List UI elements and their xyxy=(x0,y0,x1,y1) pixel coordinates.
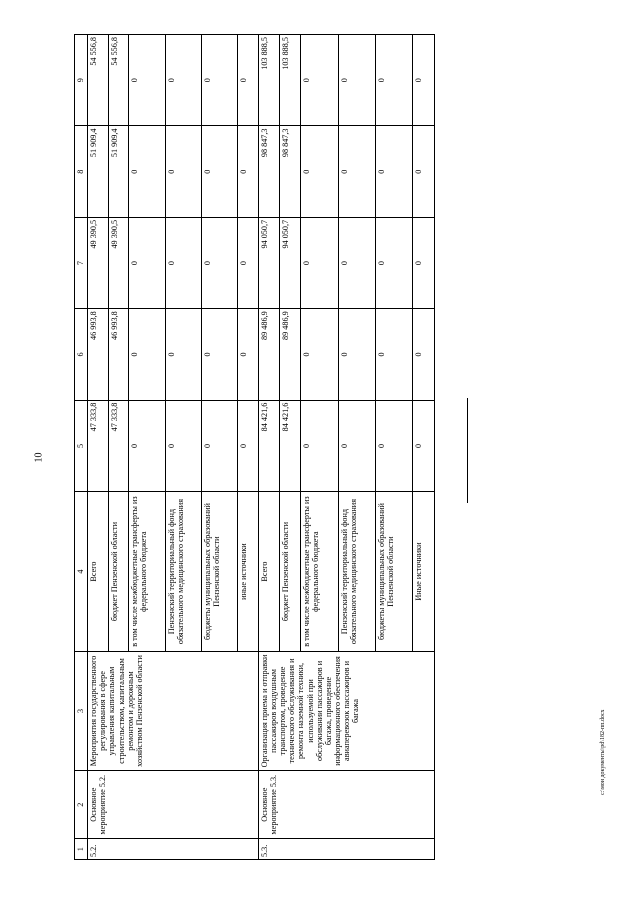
value-cell: 47 333,8 xyxy=(108,400,129,491)
header-cell: 5 xyxy=(75,400,88,491)
item-title: Организация приема и отправки пассажиров воздушным транспортом, проведение технического обслуживания и ремонта наземной техники, используемой при обслуживании пассажиров и багажа, проведение информационного обеспечения авиаперевозок пассажиров и багажа xyxy=(258,652,434,771)
value-cell: 0 xyxy=(376,217,413,308)
value-cell: 0 xyxy=(237,217,258,308)
header-cell: 8 xyxy=(75,126,88,217)
value-cell: 54 556,8 xyxy=(108,35,129,126)
source-label: в том числе межбюджетные трансферты из федерального бюджета xyxy=(129,492,165,652)
value-cell: 0 xyxy=(376,35,413,126)
value-cell: 51 909,4 xyxy=(108,126,129,217)
source-label: иные источники xyxy=(237,492,258,652)
value-cell: 0 xyxy=(301,126,338,217)
source-label: бюджеты муниципальных образований Пензенской области xyxy=(376,492,413,652)
value-cell: 0 xyxy=(165,217,201,308)
value-cell: 46 993,8 xyxy=(108,309,129,400)
value-cell: 0 xyxy=(201,400,237,491)
value-cell: 103 888,5 xyxy=(258,35,279,126)
value-cell: 47 333,8 xyxy=(88,400,109,491)
value-cell: 0 xyxy=(413,35,435,126)
item-number: 5.2. xyxy=(88,839,259,860)
value-cell: 0 xyxy=(413,400,435,491)
value-cell: 0 xyxy=(338,400,375,491)
value-cell: 0 xyxy=(165,126,201,217)
header-row xyxy=(75,35,88,860)
value-cell: 0 xyxy=(129,309,165,400)
value-cell: 0 xyxy=(376,126,413,217)
value-cell: 94 050,7 xyxy=(258,217,279,308)
value-cell: 0 xyxy=(301,309,338,400)
header-cell: 7 xyxy=(75,217,88,308)
source-label: Всего xyxy=(258,492,279,652)
value-cell: 98 847,3 xyxy=(258,126,279,217)
value-cell: 0 xyxy=(201,35,237,126)
value-cell: 0 xyxy=(376,400,413,491)
value-cell: 0 xyxy=(338,309,375,400)
header-cell: 1 xyxy=(75,839,88,860)
value-cell: 0 xyxy=(129,35,165,126)
source-label: Пензенский территориальный фонд обязательного медицинского страхования xyxy=(165,492,201,652)
item-kind: Основное мероприятие 5.3. xyxy=(258,770,434,839)
source-label: Иные источники xyxy=(413,492,435,652)
value-cell: 51 909,4 xyxy=(88,126,109,217)
header-cell: 9 xyxy=(75,35,88,126)
value-cell: 0 xyxy=(237,400,258,491)
value-cell: 0 xyxy=(201,126,237,217)
value-cell: 103 888,5 xyxy=(279,35,300,126)
value-cell: 54 556,8 xyxy=(88,35,109,126)
divider-line xyxy=(467,398,468,503)
value-cell: 0 xyxy=(338,35,375,126)
budget-table xyxy=(74,34,435,860)
item-title: Мероприятия государственного регулирования в сфере управления капитальным строительством, капитальным ремонтом и дорожным хозяйством Пензенской области xyxy=(88,652,259,771)
table-container xyxy=(74,34,435,860)
value-cell: 89 486,9 xyxy=(258,309,279,400)
value-cell: 46 993,8 xyxy=(88,309,109,400)
table-row xyxy=(88,35,109,860)
page-number: 10 xyxy=(33,452,45,463)
value-cell: 0 xyxy=(201,309,237,400)
value-cell: 0 xyxy=(129,217,165,308)
value-cell: 0 xyxy=(338,217,375,308)
value-cell: 0 xyxy=(301,217,338,308)
source-label: бюджет Пензенской области xyxy=(108,492,129,652)
value-cell: 0 xyxy=(129,126,165,217)
header-cell: 3 xyxy=(75,652,88,771)
header-cell: 4 xyxy=(75,492,88,652)
value-cell: 49 390,5 xyxy=(108,217,129,308)
value-cell: 0 xyxy=(413,217,435,308)
source-label: Пензенский территориальный фонд обязательного медицинского страхования xyxy=(338,492,375,652)
value-cell: 89 486,9 xyxy=(279,309,300,400)
source-label: в том числе межбюджетные трансферты из федерального бюджета xyxy=(301,492,338,652)
source-label: бюджеты муниципальных образований Пензенской области xyxy=(201,492,237,652)
item-number: 5.3. xyxy=(258,839,434,860)
value-cell: 0 xyxy=(237,35,258,126)
file-path-footer: c:\мои документы\pd\182-пп.docx xyxy=(600,709,606,795)
source-label: бюджет Пензенской области xyxy=(279,492,300,652)
value-cell: 98 847,3 xyxy=(279,126,300,217)
value-cell: 0 xyxy=(301,35,338,126)
header-cell: 2 xyxy=(75,770,88,839)
value-cell: 0 xyxy=(338,126,375,217)
value-cell: 0 xyxy=(237,309,258,400)
value-cell: 0 xyxy=(165,35,201,126)
header-cell: 6 xyxy=(75,309,88,400)
value-cell: 0 xyxy=(237,126,258,217)
table-row xyxy=(258,35,279,860)
value-cell: 0 xyxy=(413,126,435,217)
value-cell: 0 xyxy=(413,309,435,400)
value-cell: 0 xyxy=(129,400,165,491)
item-kind: Основное мероприятие 5.2. xyxy=(88,770,259,839)
value-cell: 84 421,6 xyxy=(279,400,300,491)
value-cell: 49 390,5 xyxy=(88,217,109,308)
value-cell: 94 050,7 xyxy=(279,217,300,308)
value-cell: 0 xyxy=(165,309,201,400)
value-cell: 0 xyxy=(201,217,237,308)
value-cell: 0 xyxy=(376,309,413,400)
value-cell: 84 421,6 xyxy=(258,400,279,491)
value-cell: 0 xyxy=(165,400,201,491)
source-label: Всего xyxy=(88,492,109,652)
value-cell: 0 xyxy=(301,400,338,491)
